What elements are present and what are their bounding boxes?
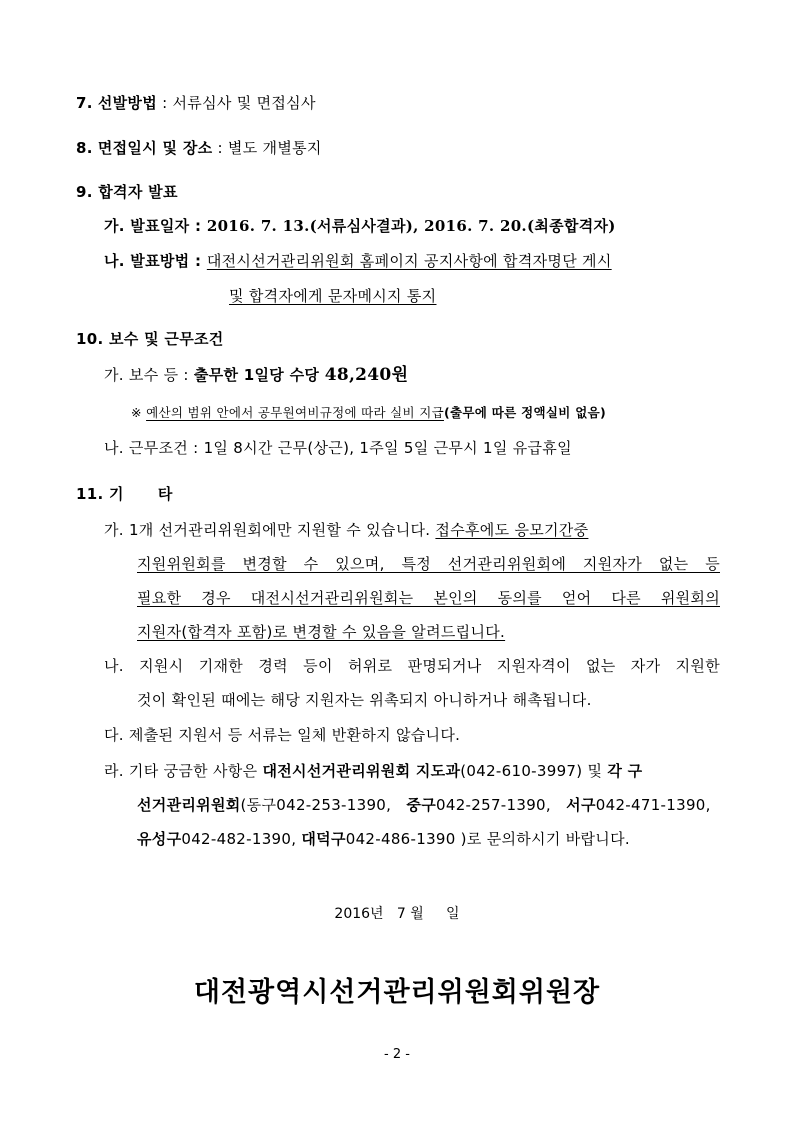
ra-each: 각 구 [607,762,643,780]
yuseong-gu-phone: 042-482-1390, [181,830,302,848]
section-11-na-line1: 나. 지원시 기재한 경력 등이 허위로 판명되거나 지원자격이 없는 자가 지원한 [104,657,720,675]
note-underlined: 예산의 범위 안에서 공무원여비규정에 따라 실비 지급 [146,405,444,420]
ra-org: 대전시선거관리위원회 지도과 [262,762,461,780]
section-11-ga-line4: 지원자(합격자 포함)로 변경할 수 있음을 알려드립니다. [137,623,506,641]
section-11-heading [76,484,173,504]
jung-gu-phone: 042-257-1390, [436,796,551,814]
pay-amount: 48,240원 [324,365,409,385]
announcement-method-label: 나. 발표방법 : [104,252,207,270]
note-mark: ※ [131,405,147,420]
section-10-heading: 10. 보수 및 근무조건 [76,330,224,348]
section-11-ga-line2: 지원위원회를 변경할 수 있으며, 특정 선거관리위원회에 지원자가 없는 등 [137,555,720,573]
ga-prefix: 가. [104,521,129,539]
page-number: - 2 - [384,1047,410,1062]
ra-election-commission: 선거관리위원회 [137,796,241,814]
section-9-announcement-method [104,251,612,271]
document-date: 2016년 7 월 일 [334,906,460,922]
section-11-ra-line2 [137,795,720,815]
section-10-pay [104,365,408,385]
pay-description: 출무한 1일당 수당 [193,366,325,384]
ra-org-phone: (042-610-3997) 및 [460,762,608,780]
announcement-method-line2: 및 합격자에게 문자메시지 통지 [229,287,437,305]
daedeok-gu-label: 대덕구 [301,830,346,848]
section-8-value: 별도 개별통지 [227,139,322,157]
seo-gu-phone: 042-471-1390, [595,796,711,814]
section-10-work-conditions: 나. 근무조건 : 1일 8시간 근무(상근), 1주일 5일 근무시 1일 유급휴일 [104,439,572,457]
daedeok-gu-phone: 042-486-1390 )로 문의하시기 바랍니다. [345,830,630,848]
ra-prefix: 라. 기타 궁금한 사항은 [104,762,263,780]
section-11-ga-line1 [104,520,720,540]
signatory-title: 대전광역시선거관리위원회위원장 [193,977,601,1008]
yuseong-gu-label: 유성구 [137,830,182,848]
section-11-ga-line3: 필요한 경우 대전시선거관리위원회는 본인의 동의를 얻어 다른 위원회의 [137,589,720,607]
section-9-announcement-date [104,216,616,236]
seo-gu-label: 서구 [566,796,596,814]
dong-gu-phone: 042-253-1390, [276,796,392,814]
section-11-da: 다. 제출된 지원서 등 서류는 일체 반환하지 않습니다. [104,726,461,744]
announcement-date-label: 가. 발표일자 : [104,217,207,235]
section-11-title-b: 타 [157,485,173,503]
section-7-label: 선발방법 [97,94,157,112]
section-11-na-line2: 것이 확인된 때에는 해당 지원자는 위촉되지 아니하거나 해촉됩니다. [137,691,592,709]
section-8-number: 8. [76,139,93,157]
dong-gu-label-open: (동구 [240,796,277,814]
section-8-label: 면접일시 및 장소 [97,139,213,157]
jung-gu-label: 중구 [406,796,437,814]
section-11-ra-line3 [137,829,630,849]
section-7-value: 서류심사 및 면접심사 [172,94,316,112]
section-11-number: 11. [76,485,104,503]
pay-label: 가. 보수 등 : [104,366,194,384]
announcement-date-value: 2016. 7. 13.(서류심사결과), 2016. 7. 20.(최종합격자) [206,217,616,235]
section-9-heading: 9. 합격자 발표 [76,183,178,201]
section-7-number: 7. [76,94,93,112]
ga-line1-plain: 1개 선거관리위원회에만 지원할 수 있습니다. [128,521,436,539]
section-11-title-a: 기 [109,485,124,503]
section-10-note [131,403,606,423]
section-7-separator: : [157,94,173,112]
section-11-ra-line1 [104,761,720,781]
announcement-method-line1: 대전시선거관리위원회 홈페이지 공지사항에 합격자명단 게시 [206,252,612,270]
note-bold: (출무에 따른 정액실비 없음) [443,405,607,420]
ga-line1-underlined: 접수후에도 응모기간중 [435,521,589,539]
section-7 [76,93,316,113]
section-8 [76,138,322,158]
section-8-separator: : [212,139,228,157]
